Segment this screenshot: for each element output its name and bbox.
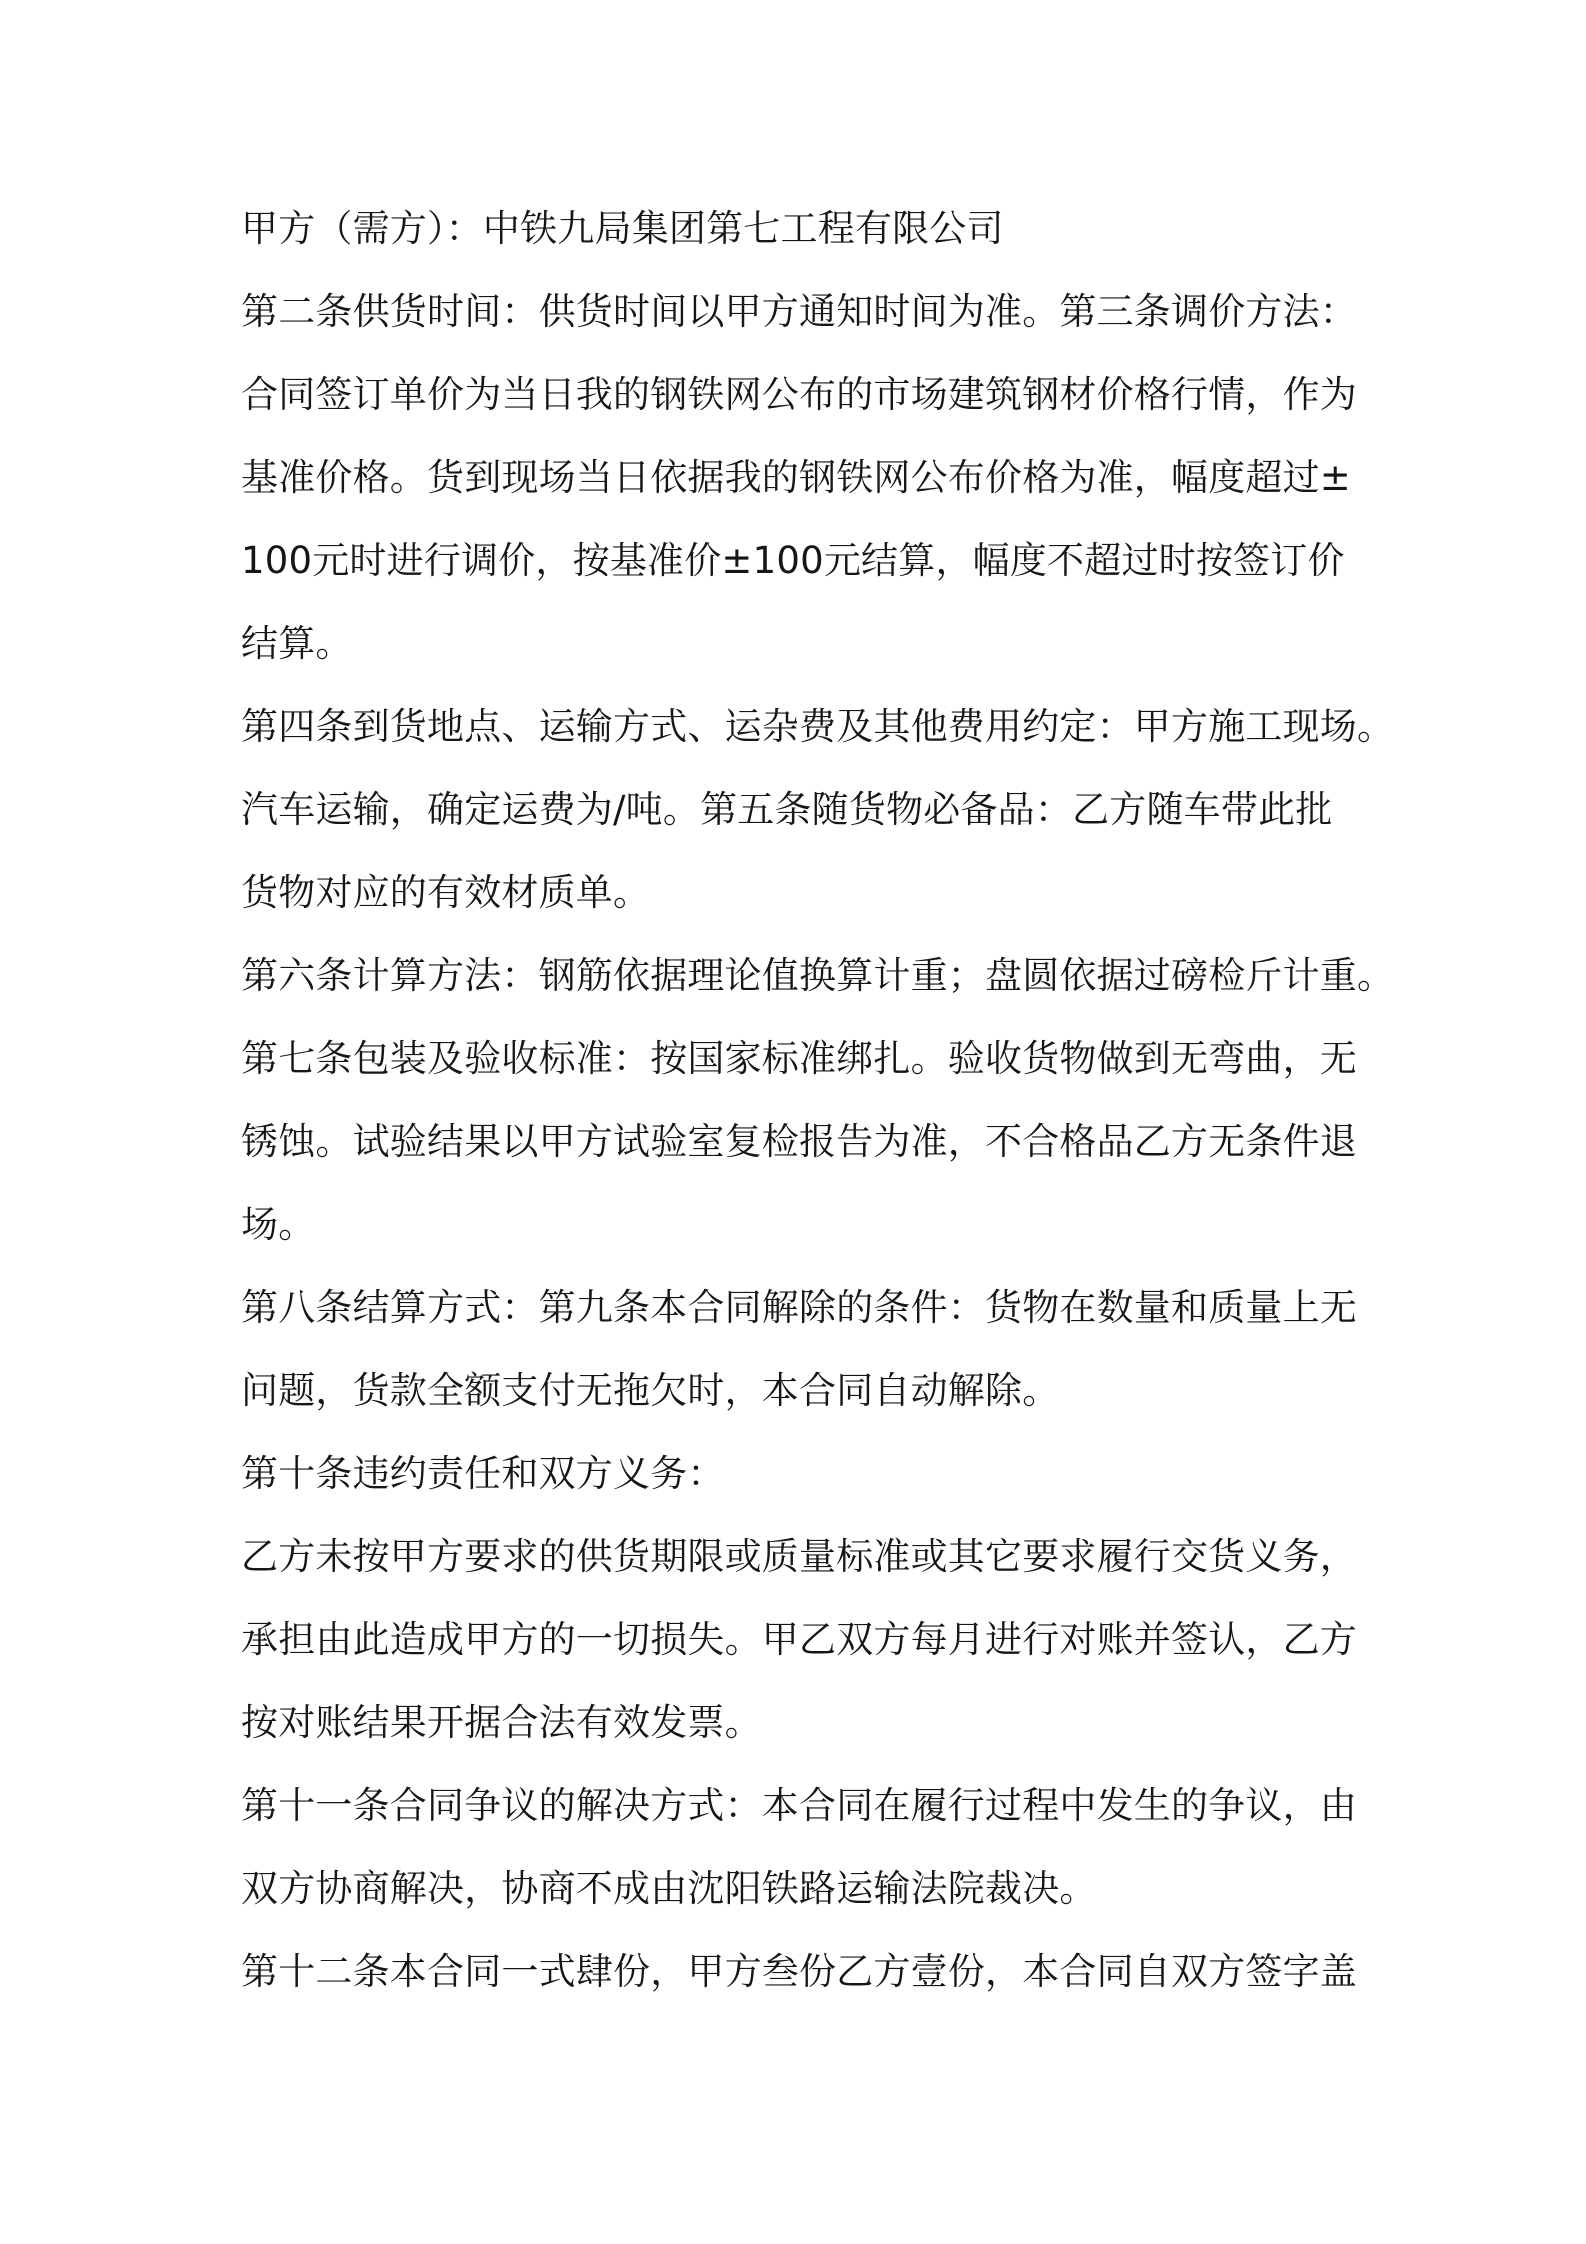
text-line: 第十二条本合同一式肆份，甲方叁份乙方壹份，本合同自双方签字盖 <box>241 1950 1357 1993</box>
text-line: 合同签订单价为当日我的钢铁网公布的市场建筑钢材价格行情，作为 <box>241 373 1357 416</box>
text-line: 甲方（需方）：中铁九局集团第七工程有限公司 <box>241 207 1004 250</box>
text-line: 第八条结算方式：第九条本合同解除的条件：货物在数量和质量上无 <box>241 1286 1357 1329</box>
text-line: 第十条违约责任和双方义务： <box>241 1452 725 1495</box>
text-line: 第四条到货地点、运输方式、运杂费及其他费用约定：甲方施工现场。 <box>241 705 1395 748</box>
text-line: 场。 <box>241 1203 316 1246</box>
text-line: 货物对应的有效材质单。 <box>241 871 651 914</box>
text-line: 锈蚀。试验结果以甲方试验室复检报告为准，不合格品乙方无条件退 <box>241 1120 1357 1163</box>
text-line: 基准价格。货到现场当日依据我的钢铁网公布价格为准，幅度超过± <box>241 456 1351 499</box>
text-line: 汽车运输，确定运费为/吨。第五条随货物必备品：乙方随车带此批 <box>241 788 1333 831</box>
contract-text <box>241 198 1395 2024</box>
text-line: 承担由此造成甲方的一切损失。甲乙双方每月进行对账并签认，乙方 <box>241 1618 1357 1661</box>
text-line: 按对账结果开据合法有效发票。 <box>241 1701 762 1744</box>
text-line: 100元时进行调价，按基准价±100元结算，幅度不超过时按签订价 <box>241 539 1345 582</box>
text-line: 第二条供货时间：供货时间以甲方通知时间为准。第三条调价方法： <box>241 290 1357 333</box>
text-line: 第六条计算方法：钢筋依据理论值换算计重；盘圆依据过磅检斤计重。 <box>241 954 1395 997</box>
text-line: 第十一条合同争议的解决方式：本合同在履行过程中发生的争议，由 <box>241 1784 1357 1827</box>
text-line: 乙方未按甲方要求的供货期限或质量标准或其它要求履行交货义务， <box>241 1535 1357 1578</box>
text-line: 问题，货款全额支付无拖欠时，本合同自动解除。 <box>241 1369 1060 1412</box>
text-line: 第七条包装及验收标准：按国家标准绑扎。验收货物做到无弯曲，无 <box>241 1037 1357 1080</box>
text-line: 结算。 <box>241 622 353 665</box>
text-line: 双方协商解决，协商不成由沈阳铁路运输法院裁决。 <box>241 1867 1097 1910</box>
